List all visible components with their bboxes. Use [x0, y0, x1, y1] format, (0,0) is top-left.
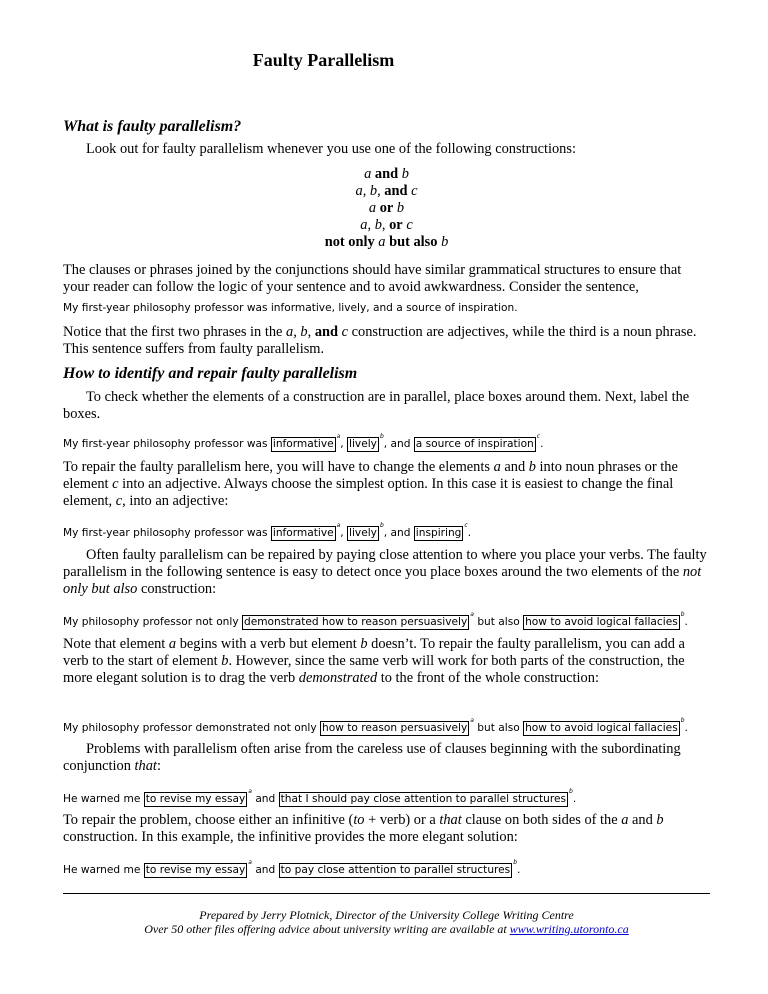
box-label: b [680, 611, 685, 618]
element-box: to pay close attention to parallel structures [280, 864, 511, 876]
box-label: a [336, 433, 341, 440]
example-sentence: My philosophy professor demonstrated not only how to reason persuasively$^a$ but also how to avoid logical fallacies$^b$. [63, 717, 688, 734]
paragraph: To repair the faulty parallelism here, you will have to change the elements a and b into noun phrases or the element c into an adjective. Always choose the simplest option. In this case it is easiest to change the final element, c, into an adjective: [63, 459, 678, 509]
construction-item: not only a but also b [324, 234, 449, 250]
example-sentence: My philosophy professor not only demonstrated how to reason persuasively$^a$ but also how to avoid logical fallacies$^b$. [63, 611, 688, 628]
paragraph: Note that element a begins with a verb but element b doesn’t. To repair the faulty parallelism, you can add a verb to the start of element b. However, since the same verb will work for both parts of the construction, the more elegant solution is to drag the verb demonstrated to the front of the whole construction: [63, 636, 685, 686]
construction-item: a, b, or c [360, 217, 413, 233]
footer-website-link[interactable]: www.writing.utoronto.ca [509, 922, 629, 936]
element-box: how to reason persuasively [322, 722, 468, 734]
box-label: a [336, 522, 341, 529]
element-box: demonstrated how to reason persuasively [243, 616, 468, 628]
element-box: lively [349, 527, 377, 539]
element-box: informative [272, 527, 334, 539]
element-box: inspiring [415, 527, 462, 539]
paragraph: To check whether the elements of a construction are in parallel, place boxes around them. Next, label the boxes. [63, 389, 690, 422]
element-box: to revise my essay [145, 793, 246, 805]
intro-paragraph: Look out for faulty parallelism whenever you use one of the following constructions: [86, 141, 576, 157]
paragraph: Notice that the first two phrases in the a, b, and c construction are adjectives, while the third is a noun phrase. This sentence suffers from faulty parallelism. [63, 324, 697, 357]
paragraph: To repair the problem, choose either an infinitive (to + verb) or a that clause on both sides of the a and b construction. In this example, the infinitive provides the more elegant solution: [63, 812, 664, 845]
section-heading-what: What is faulty parallelism? [63, 118, 242, 135]
example-sentence: My first-year philosophy professor was informative, lively, and a source of inspiration. [63, 302, 518, 314]
box-label: b [379, 433, 384, 440]
footer [63, 908, 710, 936]
section-heading-how: How to identify and repair faulty parallelism [63, 365, 358, 382]
element-box: how to avoid logical fallacies [525, 722, 678, 734]
element-box: how to avoid logical fallacies [525, 616, 678, 628]
box-label: b [569, 788, 573, 795]
box-label: b [379, 522, 384, 529]
element-box: lively [349, 438, 377, 450]
example-sentence: He warned me to revise my essay$^a$ and that I should pay close attention to parallel structures$^b$. [63, 788, 577, 805]
box-label: a [248, 788, 252, 795]
example-sentence: My first-year philosophy professor was informative$^a$, lively$^b$, and a source of inspiration$^c$. [63, 433, 544, 450]
box-label: b [513, 859, 518, 866]
box-label: a [470, 717, 474, 724]
construction-item: a and b [364, 166, 409, 182]
paragraph: Problems with parallelism often arise from the careless use of clauses beginning with the subordinating conjunction that: [63, 741, 681, 774]
footer-credit: Prepared by Jerry Plotnick, Director of the University College Writing Centre [199, 908, 574, 922]
example-sentence: He warned me to revise my essay$^a$ and to pay close attention to parallel structures$^b$. [63, 859, 521, 876]
box-label: a [248, 859, 252, 866]
element-box: to revise my essay [145, 864, 246, 876]
paragraph: Often faulty parallelism can be repaired by paying close attention to where you place your verbs. The faulty parallelism in the following sentence is easy to detect once you place boxes around the two elements of the not only but also construction: [63, 547, 707, 597]
construction-list [63, 166, 710, 251]
construction-item: a, b, and c [355, 183, 418, 199]
box-label: b [680, 717, 685, 724]
element-box: a source of inspiration [415, 438, 534, 450]
element-box: informative [272, 438, 334, 450]
construction-item: a or b [368, 200, 405, 216]
box-label: c [464, 522, 468, 529]
box-label: a [470, 611, 474, 618]
example-sentence: My first-year philosophy professor was informative$^a$, lively$^b$, and inspiring$^c$. [63, 522, 472, 539]
box-label: c [536, 433, 541, 440]
element-box: that I should pay close attention to parallel structures [280, 793, 567, 805]
footer-divider [63, 893, 710, 894]
paragraph: The clauses or phrases joined by the conjunctions should have similar grammatical structures to ensure that your reader can follow the logic of your sentence and to avoid awkwardness. Consider the sentence, [63, 262, 682, 295]
page-title: Faulty Parallelism [252, 50, 395, 70]
footer-more-info: Over 50 other files offering advice about university writing are available at www.writing.utoronto.ca [144, 922, 629, 936]
